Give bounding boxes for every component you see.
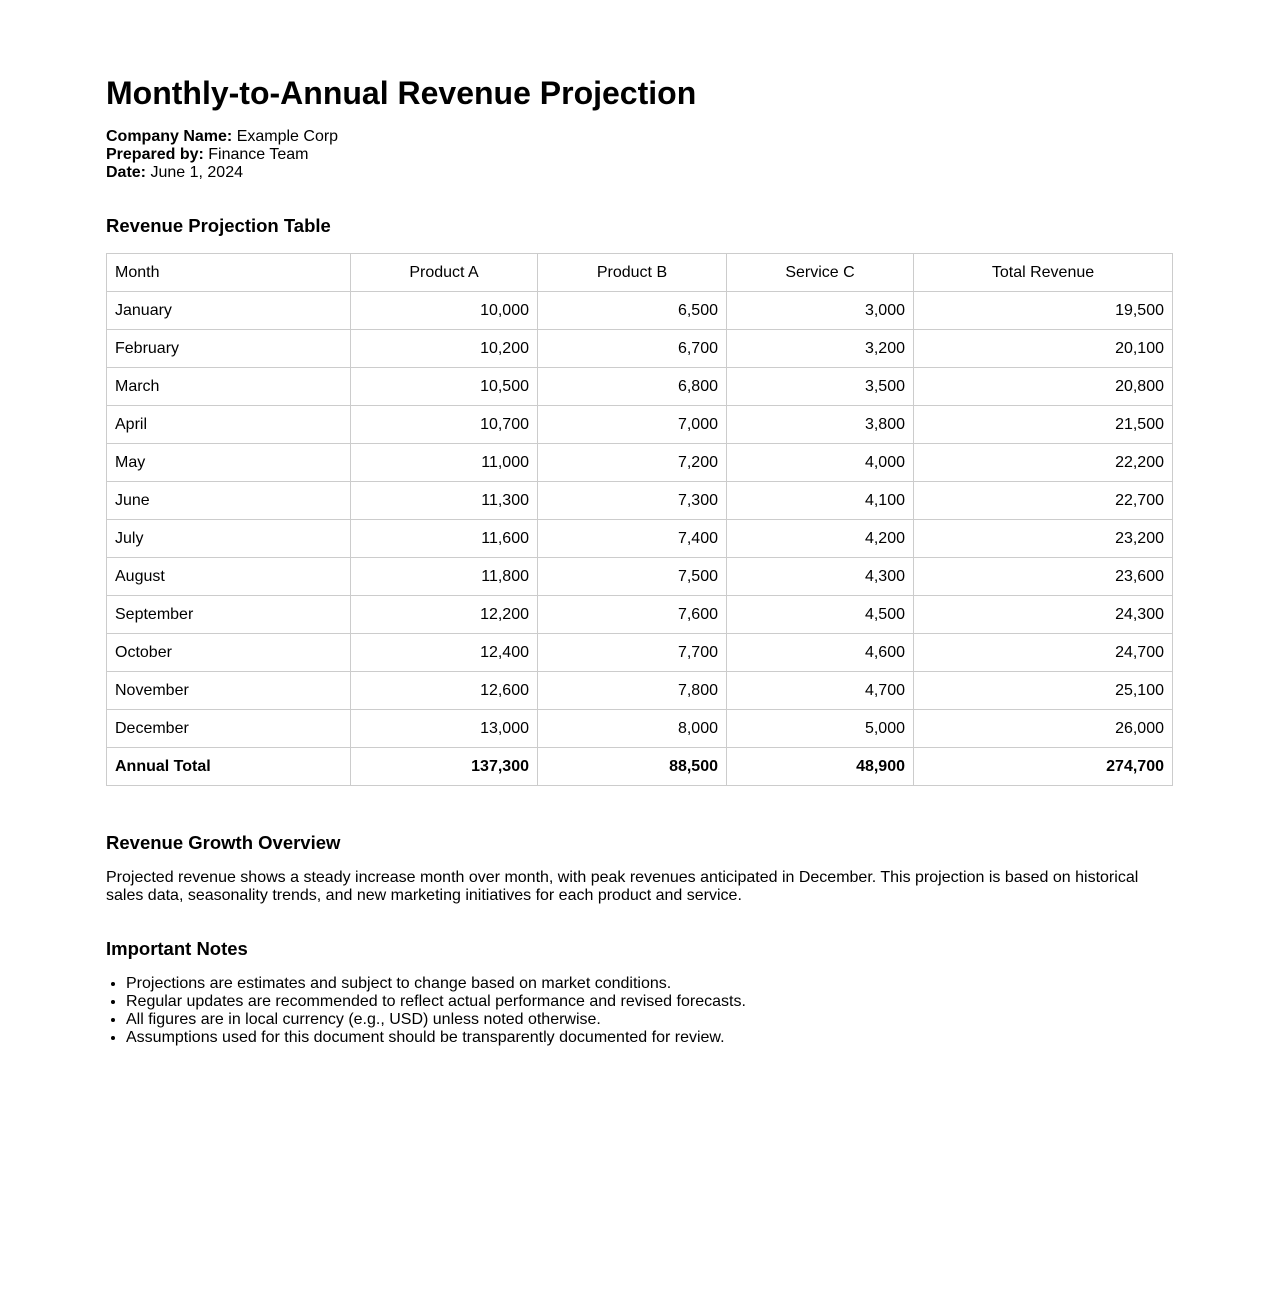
- cell-total: 22,700: [914, 482, 1173, 520]
- cell-product-a: 11,000: [351, 444, 538, 482]
- cell-total: 23,200: [914, 520, 1173, 558]
- cell-product-a: 11,800: [351, 558, 538, 596]
- annual-total-row: [107, 748, 1173, 786]
- total-revenue: 274,700: [914, 748, 1173, 786]
- cell-month: December: [107, 710, 351, 748]
- table-row: [107, 444, 1173, 482]
- cell-total: 22,200: [914, 444, 1173, 482]
- cell-product-b: 7,200: [538, 444, 727, 482]
- header-service-c: Service C: [727, 254, 914, 292]
- cell-month: April: [107, 406, 351, 444]
- cell-service-c: 3,200: [727, 330, 914, 368]
- table-row: [107, 482, 1173, 520]
- table-row: [107, 368, 1173, 406]
- cell-product-a: 10,200: [351, 330, 538, 368]
- cell-service-c: 4,300: [727, 558, 914, 596]
- table-header-row: [107, 254, 1173, 292]
- cell-month: September: [107, 596, 351, 634]
- notes-list: [106, 975, 746, 1047]
- cell-product-a: 10,700: [351, 406, 538, 444]
- company-line: [106, 128, 338, 146]
- list-item: • All figures are in local currency (e.g., USD) unless noted otherwise.: [126, 1011, 746, 1029]
- cell-service-c: 3,500: [727, 368, 914, 406]
- cell-product-b: 7,500: [538, 558, 727, 596]
- prepared-label: Prepared by:: [106, 146, 204, 163]
- date-line: [106, 164, 338, 182]
- company-value: Example Corp: [236, 128, 339, 145]
- cell-month: January: [107, 292, 351, 330]
- total-service-c: 48,900: [727, 748, 914, 786]
- cell-product-b: 7,400: [538, 520, 727, 558]
- cell-month: March: [107, 368, 351, 406]
- cell-total: 25,100: [914, 672, 1173, 710]
- total-label: Annual Total: [107, 748, 351, 786]
- cell-total: 24,300: [914, 596, 1173, 634]
- cell-service-c: 3,800: [727, 406, 914, 444]
- date-value: June 1, 2024: [150, 164, 243, 181]
- cell-product-b: 8,000: [538, 710, 727, 748]
- cell-total: 21,500: [914, 406, 1173, 444]
- cell-month: October: [107, 634, 351, 672]
- page-title: Monthly-to-Annual Revenue Projection: [106, 75, 697, 111]
- cell-month: July: [107, 520, 351, 558]
- list-item: • Assumptions used for this document should be transparently documented for review.: [126, 1029, 746, 1047]
- table-row: [107, 596, 1173, 634]
- table-row: [107, 710, 1173, 748]
- cell-month: November: [107, 672, 351, 710]
- cell-total: 23,600: [914, 558, 1173, 596]
- cell-service-c: 4,100: [727, 482, 914, 520]
- cell-product-a: 13,000: [351, 710, 538, 748]
- document-meta: [106, 128, 338, 182]
- cell-service-c: 4,200: [727, 520, 914, 558]
- cell-total: 20,800: [914, 368, 1173, 406]
- total-product-b: 88,500: [538, 748, 727, 786]
- table-heading: Revenue Projection Table: [106, 215, 331, 236]
- list-item: • Regular updates are recommended to reflect actual performance and revised forecasts.: [126, 993, 746, 1011]
- cell-service-c: 4,700: [727, 672, 914, 710]
- growth-heading: Revenue Growth Overview: [106, 832, 341, 853]
- company-label: Company Name:: [106, 128, 233, 145]
- cell-product-a: 10,500: [351, 368, 538, 406]
- table-row: [107, 558, 1173, 596]
- table-row: [107, 406, 1173, 444]
- table-row: [107, 520, 1173, 558]
- notes-heading: Important Notes: [106, 938, 248, 959]
- table-row: [107, 672, 1173, 710]
- cell-product-b: 6,700: [538, 330, 727, 368]
- prepared-line: [106, 146, 338, 164]
- prepared-value: Finance Team: [208, 146, 309, 163]
- table-row: [107, 634, 1173, 672]
- cell-month: February: [107, 330, 351, 368]
- header-total-revenue: Total Revenue: [914, 254, 1173, 292]
- cell-service-c: 4,600: [727, 634, 914, 672]
- list-item: • Projections are estimates and subject to change based on market conditions.: [126, 975, 746, 993]
- cell-product-b: 6,500: [538, 292, 727, 330]
- cell-product-a: 12,600: [351, 672, 538, 710]
- cell-month: August: [107, 558, 351, 596]
- cell-product-b: 6,800: [538, 368, 727, 406]
- header-month: Month: [107, 254, 351, 292]
- cell-product-a: 11,600: [351, 520, 538, 558]
- cell-product-a: 12,400: [351, 634, 538, 672]
- table-row: [107, 330, 1173, 368]
- table-row: [107, 292, 1173, 330]
- cell-total: 26,000: [914, 710, 1173, 748]
- date-label: Date:: [106, 164, 147, 181]
- cell-product-b: 7,000: [538, 406, 727, 444]
- cell-total: 19,500: [914, 292, 1173, 330]
- cell-product-a: 10,000: [351, 292, 538, 330]
- cell-product-a: 12,200: [351, 596, 538, 634]
- growth-paragraph: Projected revenue shows a steady increase month over month, with peak revenues anticipated in December. This projection is based on historical sales data, seasonality trends, and new marketing initiatives for each product and service.: [106, 869, 1139, 904]
- cell-total: 24,700: [914, 634, 1173, 672]
- cell-product-b: 7,300: [538, 482, 727, 520]
- cell-service-c: 4,500: [727, 596, 914, 634]
- cell-product-a: 11,300: [351, 482, 538, 520]
- cell-service-c: 5,000: [727, 710, 914, 748]
- cell-service-c: 4,000: [727, 444, 914, 482]
- revenue-table: [106, 253, 1173, 786]
- cell-month: May: [107, 444, 351, 482]
- cell-month: June: [107, 482, 351, 520]
- cell-total: 20,100: [914, 330, 1173, 368]
- cell-service-c: 3,000: [727, 292, 914, 330]
- cell-product-b: 7,800: [538, 672, 727, 710]
- total-product-a: 137,300: [351, 748, 538, 786]
- header-product-b: Product B: [538, 254, 727, 292]
- cell-product-b: 7,600: [538, 596, 727, 634]
- header-product-a: Product A: [351, 254, 538, 292]
- cell-product-b: 7,700: [538, 634, 727, 672]
